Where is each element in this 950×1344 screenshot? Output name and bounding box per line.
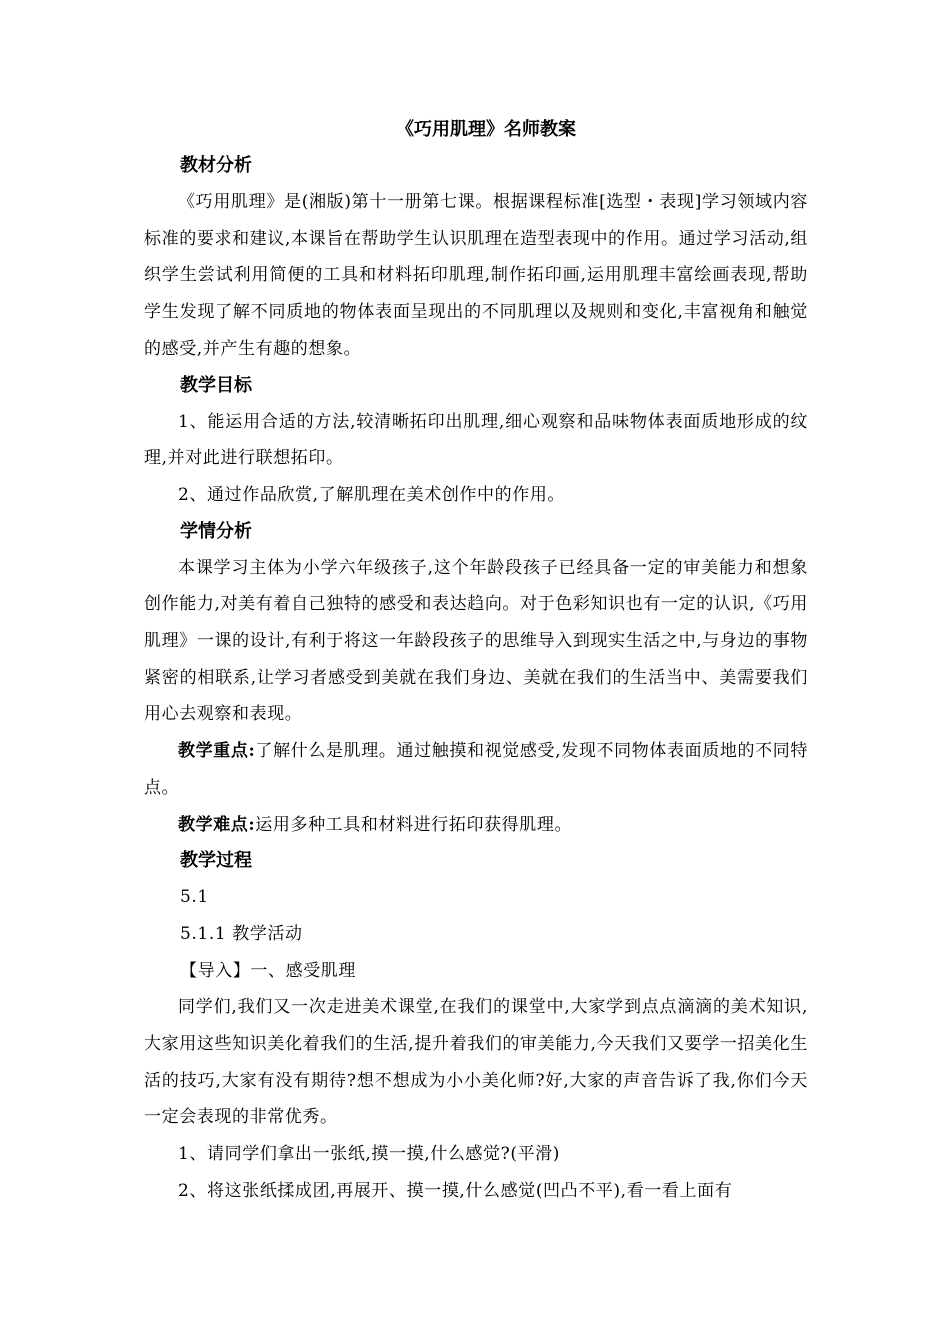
paragraph-difficulty: [144, 807, 808, 844]
paragraph-key-point: [144, 733, 808, 806]
document-page: [144, 112, 808, 1210]
section-number-5-1: 5.1: [180, 887, 209, 908]
intro-line: 【导入】一、感受肌理: [180, 960, 356, 981]
key-point-label: 教学重点:: [178, 741, 256, 762]
difficulty-label: 教学难点:: [178, 814, 256, 835]
paragraph-goal-2: 2、通过作品欣赏,了解肌理在美术创作中的作用。: [178, 484, 566, 505]
paragraph-intro: 同学们,我们又一次走进美术课堂,在我们的课堂中,大家学到点点滴滴的美术知识,大家用这些知识美化着我们的生活,提升着我们的审美能力,今天我们又要学一招美化生活的技巧,大家有没有期待?想不想成为小小美化师?好,大家的声音告诉了我,你们今天一定会表现的非常优秀。: [144, 997, 808, 1128]
section-number-5-1-1: 5.1.1 教学活动: [180, 923, 303, 944]
heading-students: 学情分析: [180, 520, 252, 542]
heading-analysis: 教材分析: [180, 155, 252, 176]
difficulty-text: 运用多种工具和材料进行拓印获得肌理。: [255, 814, 573, 835]
heading-goals: 教学目标: [180, 374, 252, 396]
paragraph-step-1: 1、请同学们拿出一张纸,摸一摸,什么感觉?(平滑): [178, 1144, 561, 1165]
paragraph-goal-1: 1、能运用合适的方法,较清晰拓印出肌理,细心观察和品味物体表面质地形成的纹理,并对此进行联想拓印。: [144, 411, 808, 469]
heading-process: 教学过程: [180, 850, 252, 872]
paragraph-step-2: 2、将这张纸揉成团,再展开、摸一摸,什么感觉(凹凸不平),看一看上面有: [178, 1180, 733, 1201]
paragraph-analysis: 《巧用肌理》是(湘版)第十一册第七课。根据课程标准[选型・表现]学习领域内容标准的要求和建议,本课旨在帮助学生认识肌理在造型表现中的作用。通过学习活动,组织学生尝试利用简便的工具和材料拓印肌理,制作拓印画,运用肌理丰富绘画表现,帮助学生发现了解不同质地的物体表面呈现出的不同肌理以及规则和变化,丰富视角和触觉的感受,并产生有趣的想象。: [144, 192, 808, 359]
key-point-text: 了解什么是肌理。通过触摸和视觉感受,发现不同物体表面质地的不同特点。: [144, 741, 808, 798]
document-title: 《巧用肌理》名师教案: [396, 119, 576, 140]
paragraph-students: 本课学习主体为小学六年级孩子,这个年龄段孩子已经具备一定的审美能力和想象创作能力,对美有着自己独特的感受和表达趋向。对于色彩知识也有一定的认识,《巧用肌理》一课的设计,有利于将这一年龄段孩子的思维导入到现实生活之中,与身边的事物紧密的相联系,让学习者感受到美就在我们身边、美就在我们的生活当中、美需要我们用心去观察和表现。: [144, 557, 808, 725]
